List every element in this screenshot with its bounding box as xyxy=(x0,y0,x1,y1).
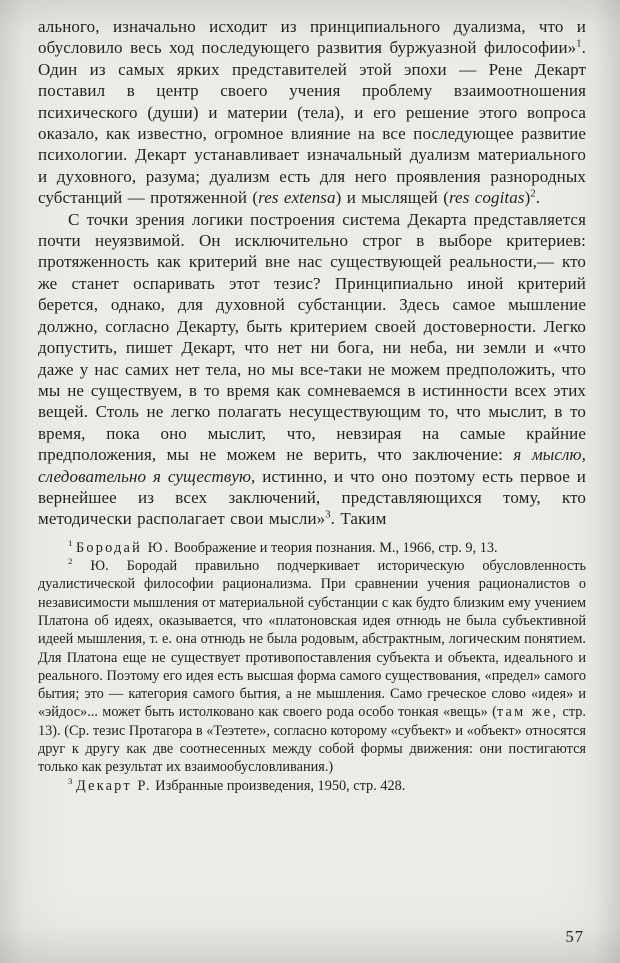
footnote-reference: 2 xyxy=(68,556,73,567)
text-segment: стр. 13). (Ср. тезис Протагора в «Теэтете», согласно которому «субъект» и «объект» относятся друг к другу как две соотнесенных между собой формы движения: они постигаются только как результат их взаимообусловливания.) xyxy=(38,704,586,776)
text-segment: . xyxy=(535,188,541,208)
text-segment: res extensa xyxy=(258,188,336,208)
paragraph xyxy=(38,16,586,209)
footnote xyxy=(38,539,586,557)
text-segment: . Один из самых ярких представителей этой эпохи — Рене Декарт поставил в центр своего учения проблему взаимоотношения психического (души) и материи (тела), и его решение этого вопроса оказало, как известно, огромное влияние на все последующее развитие психологии. Декарт устанавливает изначальный дуализм материального и духовного, разума; дуализм есть для него проявления разнородных субстанций — протяженной ( xyxy=(38,38,586,208)
text-segment: истинно, и что оно поэтому есть первое и вернейшее из всех заключений, представляющихся тому, кто методически располагает свои мысли» xyxy=(38,466,586,529)
footnote xyxy=(38,557,586,777)
text-segment: ) и мыслящей ( xyxy=(335,188,449,208)
text-segment: Избранные произведения, 1950, стр. 428. xyxy=(151,777,406,794)
footnote-reference: 3 xyxy=(325,509,331,521)
footnote-reference: 2 xyxy=(530,188,536,200)
text-segment: . Таким xyxy=(330,509,387,529)
text-segment: я мыслю, следовательно я существую, xyxy=(38,445,586,486)
text-segment: С точки зрения логики построения система Декарта представляется почти неуязвимой. Он исключительно строг в выборе критериев: протяженность как критерий вне нас существующей реальности,— кто же станет оспаривать этот тезис? Принципиально иной критерий берется, однако, для духовной субстанции. Здесь самое мышление должно, согласно Декарту, быть критерием своей достоверности. Легко допустить, пишет Декарт, что нет ни бога, ни неба, ни земли и «что даже у нас самих нет тела, но мы все-таки не можем предположить, что мы не существуем, в то время как сомневаемся в истинности всех этих вещей. Столь не легко полагать несуществующим то, что мыслит, в то время, пока оно мыслит, что, невзирая на самые крайние предположения, мы не можем не верить, что заключение: xyxy=(38,209,586,465)
text-segment: ) xyxy=(524,188,531,208)
text-segment: ального, изначально исходит из принципиального дуализма, что и обусловило весь ход последующего развития буржуазной философии» xyxy=(38,17,586,58)
text-segment: Бородай Ю. xyxy=(76,539,171,556)
text-segment: там же, xyxy=(496,704,559,721)
text-segment: Ю. Бородай правильно подчеркивает историческую обусловленность дуалистической философии рационализма. При сравнении учения рационалистов о независимости мышления от материальной субстанции с как будто близким ему учением Платона об идеях, оказывается, что «платоновская идея отнюдь не была субъективной идеей мышления, т. е. она отнюдь не была родовым, абстрактным, логическим понятием. Для Платона еще не существует противопоставления субъекта и объекта, идеального и реального. Поэтому его идея есть высшая форма самого существования, «предел» самого бытия; это — категория самого бытия, а не мышления. Само греческое слово «идея» и «эйдос»... может быть истолковано как своего рода особо тонкая «вещь» ( xyxy=(38,558,586,721)
text-segment: Воображение и теория познания. М., 1966, стр. 9, 13. xyxy=(170,539,498,556)
main-text xyxy=(38,16,586,530)
page-number: 57 xyxy=(565,927,584,946)
text-segment: res cogitas xyxy=(448,188,525,208)
footnote-reference: 1 xyxy=(576,38,582,50)
footnote xyxy=(38,777,586,795)
text-segment: Декарт Р. xyxy=(76,777,152,794)
footnote-reference: 1 xyxy=(68,537,73,548)
footnotes xyxy=(38,539,586,795)
footnote-reference: 3 xyxy=(68,775,73,786)
paragraph xyxy=(38,209,586,530)
